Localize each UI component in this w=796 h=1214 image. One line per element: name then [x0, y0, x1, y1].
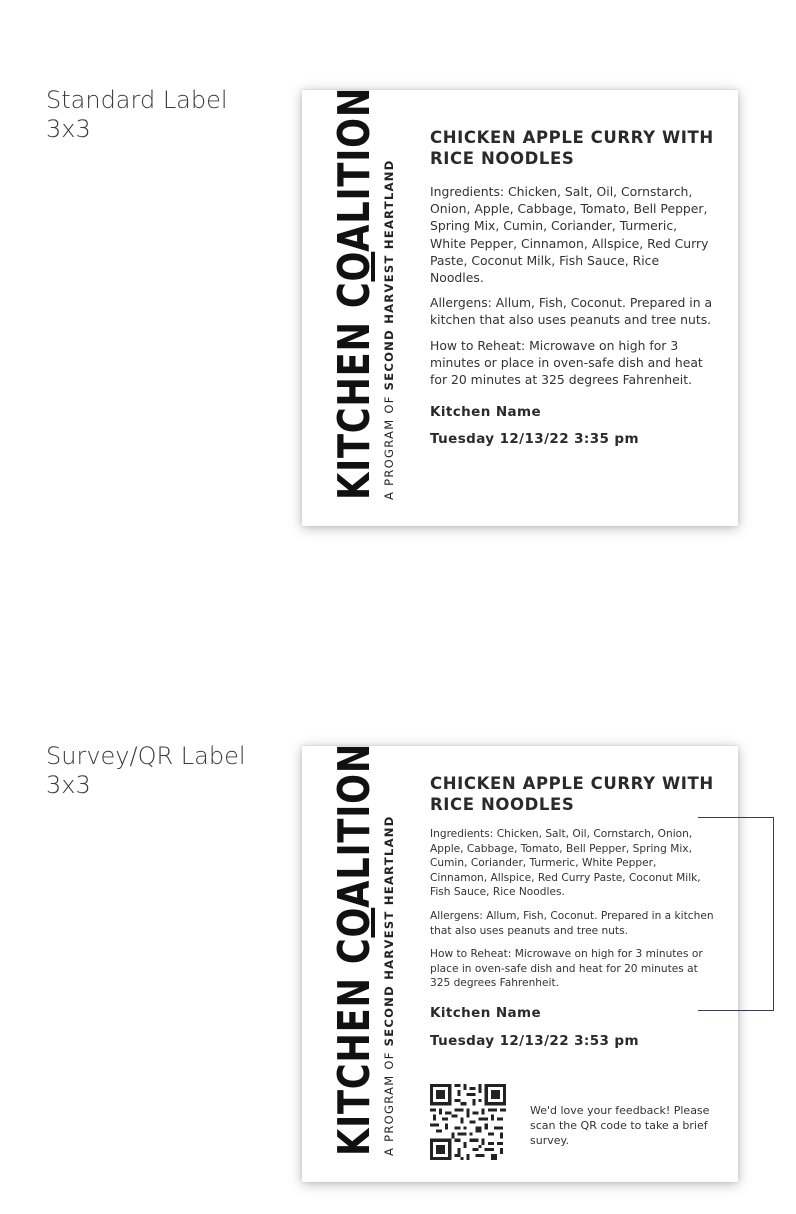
label-datetime: Tuesday 12/13/22 3:35 pm [430, 431, 639, 448]
allergens-text: Allergens: Allum, Fish, Coconut. Prepared in a kitchen that also uses peanuts and tree nuts. [430, 909, 714, 937]
label-content [430, 773, 716, 1049]
ingredients-text: Ingredients: Chicken, Salt, Oil, Cornstarch, Onion, Apple, Cabbage, Tomato, Bell Pepper, Spring Mix, Cumin, Coriander, Turmeric, White Pepper, Cinnamon, Allspice, Red Curry Paste, Coconut Milk, Fish Sauce, Rice Noodles. [430, 184, 709, 286]
meal-title: CHICKEN APPLE CURRY WITH RICE NOODLES [430, 128, 714, 168]
feedback-text: We'd love your feedback! Please scan the QR code to take a brief survey. [530, 1104, 710, 1147]
qr-code-icon[interactable] [430, 1084, 506, 1160]
reheat-text: How to Reheat: Microwave on high for 3 minutes or place in oven-safe dish and heat for 20 minutes at 325 degrees Fahrenheit. [430, 948, 703, 990]
ingredients-text: Ingredients: Chicken, Salt, Oil, Cornstarch, Onion, Apple, Cabbage, Tomato, Bell Pepper, Spring Mix, Cumin, Coriander, Turmeric, White Pepper, Cinnamon, Allspice, Red Curry Paste, Coconut Milk, Fish Sauce, Rice Noodles. [430, 828, 701, 899]
section-label-size: 3x3 [46, 115, 91, 143]
label-content [430, 127, 716, 447]
brand-subtitle: A PROGRAM OF SECOND HARVEST HEARTLAND [382, 815, 396, 1156]
section-label-title: Standard Label [46, 86, 228, 114]
reheat-text: How to Reheat: Microwave on high for 3 minutes or place in oven-safe dish and heat for 20 minutes at 325 degrees Fahrenheit. [430, 337, 703, 388]
section-label-qr [46, 742, 246, 800]
brand-subtitle: A PROGRAM OF SECOND HARVEST HEARTLAND [382, 159, 396, 500]
section-label-title: Survey/QR Label [46, 742, 246, 770]
brand-logo: KITCHEN COALITION [329, 86, 380, 500]
bracket-annotation [698, 817, 774, 1011]
meal-title: CHICKEN APPLE CURRY WITH RICE NOODLES [430, 774, 714, 814]
section-label-size: 3x3 [46, 771, 91, 799]
kitchen-name: Kitchen Name [430, 1004, 542, 1021]
kitchen-name: Kitchen Name [430, 404, 542, 421]
brand-logo: KITCHEN COALITION [329, 742, 380, 1156]
label-datetime: Tuesday 12/13/22 3:53 pm [430, 1032, 639, 1049]
qr-label-card [302, 742, 738, 1182]
brand-column [324, 742, 404, 1156]
brand-column [324, 86, 404, 500]
section-label-standard [46, 86, 228, 144]
allergens-text: Allergens: Allum, Fish, Coconut. Prepared in a kitchen that also uses peanuts and tree nuts. [430, 295, 713, 328]
standard-label-card [302, 86, 738, 526]
